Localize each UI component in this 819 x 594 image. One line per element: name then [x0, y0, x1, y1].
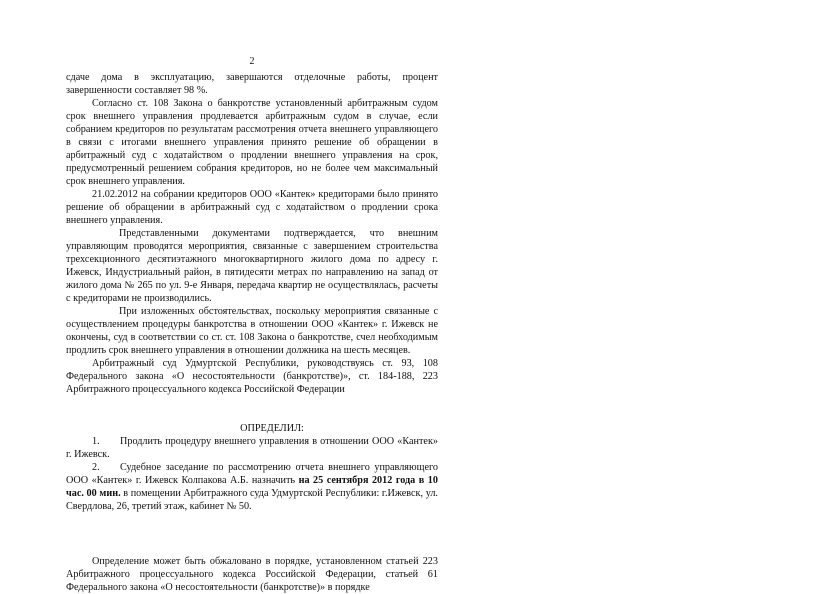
paragraph: Представленными документами подтверждается, что внешним управляющим проводятся мероприятия, связанные с завершением строительства трехсекционного десятиэтажного многоквартирного жилого дома по адресу г. Ижевск, Индустриальный район, в пятидесяти метрах по направлению на запад от жилого дома № 265 по ул. 9-е Января, передача квартир не осуществлялась, расчеты с кредиторами не производились. — [66, 228, 438, 304]
hearing-date: на 25 сентября 2012 года в 10 час. 00 мин. — [66, 475, 438, 499]
paragraph: сдаче дома в эксплуатацию, завершаются отделочные работы, процент завершенности составляет 98 %. — [66, 72, 438, 96]
paragraph: Арбитражный суд Удмуртской Республики, руководствуясь ст. 93, 108 Федерального закона «О несостоятельности (банкротстве)», ст. 184-188, 223 Арбитражного процессуального кодекса Российской Федерации — [66, 358, 438, 395]
list-item — [66, 461, 438, 513]
paragraph: Согласно ст. 108 Закона о банкротстве установленный арбитражным судом срок внешнего управления продлевается арбитражным судом в случае, если собранием кредиторов по результатам рассмотрения отчета внешнего управляющего в связи с итогами внешнего управления принято решение об обращении в арбитражный суд с ходатайством о продлении внешнего управления на срок, предусмотренный решением собрания кредиторов, но не более чем максимальный срок внешнего управления. — [66, 98, 438, 187]
list-item — [66, 435, 438, 461]
paragraph: При изложенных обстоятельствах, поскольку мероприятия связанные с осуществлением процедуры банкротства в отношении ООО «Кантек» г. Ижевск не окончены, суд в соответствии со ст. ст. 108 Закона о банкротстве, счел необходимым продлить срок внешнего управления в отношении должника на шесть месяцев. — [66, 306, 438, 356]
list-text: Продлить процедуру внешнего управления в отношении ООО «Кантек» г. Ижевск. — [66, 436, 438, 460]
section-heading: ОПРЕДЕЛИЛ: — [240, 423, 304, 434]
paragraph: 21.02.2012 на собрании кредиторов ООО «Кантек» кредиторами было принято решение об обращении в арбитражный суд с ходатайством о продлении срока внешнего управления. — [66, 189, 438, 226]
list-number: 2. — [92, 462, 100, 473]
list-text: в помещении Арбитражного суда Удмуртской Республики: г.Ижевск, ул. Свердлова, 26, третий этаж, кабинет № 50. — [66, 488, 438, 512]
list-text: Судебное заседание по рассмотрению отчета внешнего управляющего ООО «Кантек» г. Ижевск Колпакова А.Б. назначить — [66, 462, 438, 486]
list-number: 1. — [92, 436, 100, 447]
closing-paragraph: Определение может быть обжаловано в порядке, установленном статьей 223 Арбитражного процессуального кодекса Российской Федерации, статьей 61 Федерального закона «О несостоятельности (банкротстве)» в порядке — [66, 556, 438, 593]
page-number: 2 — [249, 56, 255, 67]
document-body — [66, 71, 438, 594]
